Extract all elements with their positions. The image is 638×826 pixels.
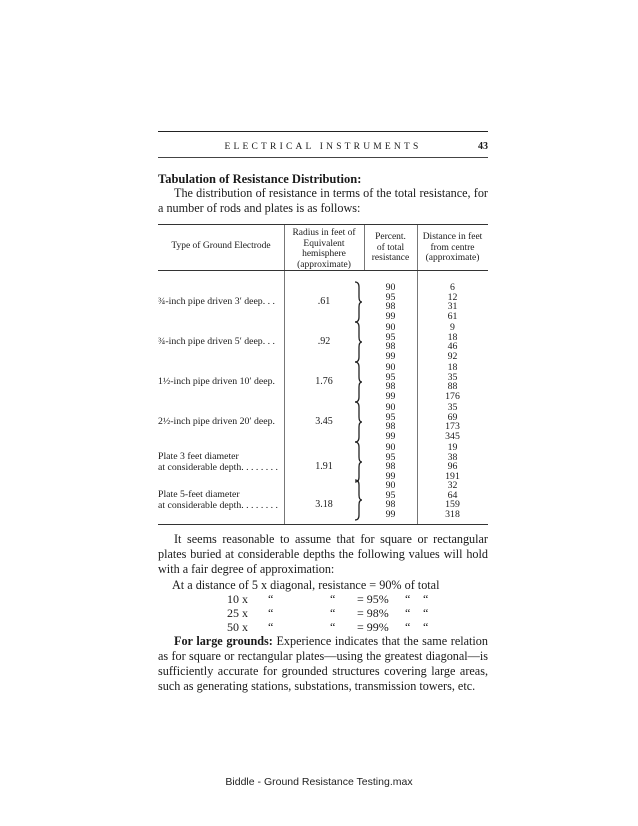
- distance-value: 159: [445, 499, 460, 510]
- percent-value: = 99%: [357, 620, 389, 634]
- multiplier: 50 x: [227, 620, 248, 634]
- distance-value: 38: [447, 451, 458, 463]
- percent-value: 98: [385, 499, 396, 510]
- percent-value: 90: [385, 442, 396, 453]
- distance-value: 173: [445, 421, 460, 432]
- header-percent-line: Percent.: [375, 232, 406, 242]
- header-radius-line: Equivalent: [303, 238, 345, 249]
- distance-value: 345: [445, 430, 460, 442]
- distance-value: 35: [447, 402, 458, 413]
- table-rule: [158, 270, 488, 271]
- distance-value: 46: [447, 341, 458, 352]
- ditto-mark: “: [423, 606, 429, 620]
- percent-value: 95: [385, 489, 396, 501]
- intro-paragraph: The distribution of resistance in terms of the total resistance, for a number of rods and plates is as follows:: [158, 186, 488, 215]
- ditto-mark: “: [268, 592, 274, 606]
- multiplier: 10 x: [227, 592, 248, 606]
- distance-value: 19: [447, 442, 458, 453]
- distance-value: 92: [447, 350, 458, 362]
- table-rule: [158, 224, 488, 225]
- electrode-type: [158, 451, 284, 473]
- distance-value: 176: [445, 390, 460, 402]
- electrode-type: [158, 376, 284, 387]
- percent-value: 98: [385, 421, 396, 432]
- ditto-mark: “: [405, 606, 411, 620]
- electrode-line: at considerable depth. . . . . . . .: [158, 462, 278, 473]
- percent-value: 99: [385, 470, 396, 482]
- radius-value: 3.18: [315, 499, 333, 510]
- header-percent: [364, 232, 417, 264]
- header-distance: [417, 232, 488, 264]
- table-row: [158, 363, 488, 403]
- header-distance-line: (approximate): [425, 253, 480, 263]
- header-distance-line: Distance in feet: [422, 232, 483, 242]
- electrode-line: ¾-inch pipe driven 5′ deep. . .: [158, 336, 275, 347]
- distance-value: 64: [447, 489, 458, 501]
- percent-values: [364, 283, 417, 321]
- distance-value: 12: [447, 291, 458, 303]
- percent-value: 95: [385, 291, 396, 303]
- electrode-line: at considerable depth. . . . . . . .: [158, 500, 278, 511]
- radius-value: 1.76: [315, 376, 333, 387]
- paragraph-text: Experience indicates that the same relation as for square or rectangular plates—using the greatest diagonal—is sufficiently accurate for grounded structures covering large areas, such as generating stations, substations, transmission towers, etc.: [158, 634, 488, 693]
- electrode-line: ¾-inch pipe driven 3′ deep. . .: [158, 296, 275, 307]
- percent-values: [364, 481, 417, 519]
- percent-value: 98: [385, 381, 396, 392]
- ditto-mark: “: [268, 620, 274, 634]
- percent-value: 98: [385, 461, 396, 472]
- distance-values: [417, 283, 488, 321]
- statement-lead: At a distance of 5 x diagonal, resistance = 90% of total: [172, 578, 440, 592]
- percent-value: 95: [385, 371, 396, 383]
- distance-value: 6: [450, 282, 455, 293]
- brace-glyph: [352, 441, 364, 483]
- distance-value: 18: [447, 331, 458, 343]
- header-radius-line: (approximate): [297, 259, 351, 270]
- header-radius: [284, 228, 364, 270]
- ditto-mark: “: [423, 592, 429, 606]
- brace-glyph: [352, 479, 364, 521]
- ditto-mark: “: [268, 606, 274, 620]
- header-rule: [158, 131, 488, 132]
- table-row: [158, 481, 488, 521]
- radius-value: 3.45: [315, 416, 333, 427]
- radius-value: 1.91: [315, 461, 333, 472]
- electrode-line: 2½-inch pipe driven 20′ deep.: [158, 416, 275, 427]
- percent-value: 90: [385, 282, 396, 293]
- distance-value: 96: [447, 461, 458, 472]
- distance-value: 88: [447, 381, 458, 392]
- ditto-mark: “: [330, 606, 336, 620]
- radius-value: .61: [317, 296, 331, 307]
- percent-value: 99: [385, 508, 396, 520]
- percent-value: 90: [385, 402, 396, 413]
- percent-values: [364, 323, 417, 361]
- percent-value: 99: [385, 350, 396, 362]
- distance-value: 32: [447, 480, 458, 491]
- percent-value: = 95%: [357, 592, 389, 606]
- table-row: [158, 323, 488, 363]
- header-distance-line: from centre: [430, 242, 475, 253]
- percent-value: 95: [385, 331, 396, 343]
- electrode-type: [158, 416, 284, 427]
- brace-glyph: [352, 321, 364, 363]
- percent-value: 98: [385, 341, 396, 352]
- distance-value: 191: [445, 470, 460, 482]
- percent-value: = 98%: [357, 606, 389, 620]
- header-rule: [158, 157, 488, 158]
- header-radius-line: Radius in feet of: [292, 228, 356, 238]
- percent-values: [364, 443, 417, 481]
- percent-value: 95: [385, 451, 396, 463]
- brace-glyph: [352, 401, 364, 443]
- running-header: [158, 140, 488, 156]
- header-percent-line: of total: [376, 242, 405, 253]
- distance-value: 35: [447, 371, 458, 383]
- header-radius-line: hemisphere: [302, 249, 346, 259]
- percent-value: 90: [385, 322, 396, 333]
- ditto-mark: “: [330, 620, 336, 634]
- percent-value: 90: [385, 480, 396, 491]
- distance-values: [417, 443, 488, 481]
- ditto-mark: “: [405, 620, 411, 634]
- footer-source: Biddle - Ground Resistance Testing.max: [225, 776, 413, 788]
- multiplier: 25 x: [227, 606, 248, 620]
- distance-values: [417, 323, 488, 361]
- running-header-title: ELECTRICAL INSTRUMENTS: [224, 142, 422, 152]
- percent-value: 99: [385, 390, 396, 402]
- distance-values: [417, 363, 488, 401]
- brace-glyph: [352, 361, 364, 403]
- body-paragraph: It seems reasonable to assume that for square or rectangular plates buried at considerable depths the following values will hold with a fair degree of approximation:: [158, 532, 488, 576]
- distance-value: 18: [447, 362, 458, 373]
- distance-values: [417, 403, 488, 441]
- header-percent-line: resistance: [371, 253, 410, 263]
- percent-value: 90: [385, 362, 396, 373]
- radius-value: .92: [317, 336, 331, 347]
- electrode-type: [158, 336, 284, 347]
- electrode-type: [158, 489, 284, 511]
- table-rule: [158, 524, 488, 525]
- distance-value: 69: [447, 411, 458, 423]
- page-number: 43: [478, 141, 488, 152]
- percent-value: 99: [385, 430, 396, 442]
- ditto-mark: “: [330, 592, 336, 606]
- table-row: [158, 443, 488, 483]
- percent-value: 95: [385, 411, 396, 423]
- distance-value: 9: [450, 322, 455, 333]
- brace-glyph: [352, 281, 364, 323]
- distance-value: 31: [447, 301, 458, 312]
- header-type: Type of Ground Electrode: [171, 241, 271, 251]
- distance-values: [417, 481, 488, 519]
- percent-values: [364, 363, 417, 401]
- electrode-line: Plate 3 feet diameter: [158, 451, 239, 462]
- electrode-line: Plate 5-feet diameter: [158, 489, 240, 500]
- section-heading: Tabulation of Resistance Distribution:: [158, 172, 362, 186]
- electrode-type: [158, 296, 284, 307]
- table-row: [158, 283, 488, 323]
- distance-value: 318: [445, 508, 460, 520]
- percent-value: 99: [385, 310, 396, 322]
- percent-values: [364, 403, 417, 441]
- electrode-line: 1½-inch pipe driven 10′ deep.: [158, 376, 275, 387]
- distance-value: 61: [447, 310, 458, 322]
- paragraph-lead: For large grounds:: [174, 634, 273, 648]
- table-row: [158, 403, 488, 443]
- ditto-mark: “: [423, 620, 429, 634]
- ditto-mark: “: [405, 592, 411, 606]
- large-grounds-paragraph: [158, 634, 488, 694]
- percent-value: 98: [385, 301, 396, 312]
